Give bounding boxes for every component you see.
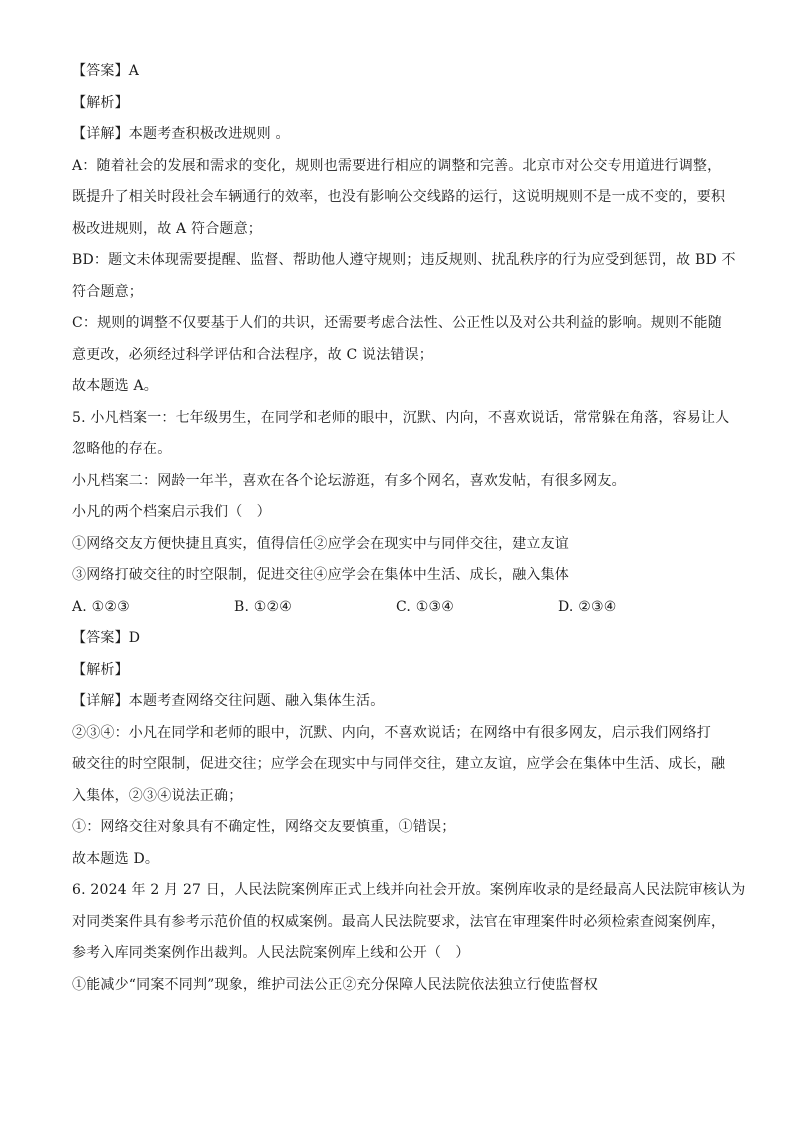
question-6-statements-1: ①能减少“同案不同判”现象，维护司法公正②充分保障人民法院依法独立行使监督权 xyxy=(72,976,598,993)
question-5-options xyxy=(72,598,724,616)
detail-intro-q4: 【详解】本题考查积极改进规则 。 xyxy=(72,126,290,142)
question-5-stem: 小凡的两个档案启示我们（ ） xyxy=(72,504,271,520)
correct-explanation-line-3: 入集体，②③④说法正确； xyxy=(72,787,243,804)
question-6-line-1: 6. 2024 年 2 月 27 日，人民法院案例库正式上线并向社会开放。案例库收录的是经最高人民法院审核认为 xyxy=(72,882,746,898)
option-bd-explanation-line-2: 符合题意； xyxy=(72,283,143,300)
document-page xyxy=(72,62,746,1007)
answer-label-q5: 【答案】D xyxy=(72,630,141,646)
option-a-explanation-line-3: 极改进规则，故 A 符合题意； xyxy=(72,220,263,237)
analysis-label-q4: 【解析】 xyxy=(72,94,129,111)
correct-explanation-line-2: 破交往的时空限制，促进交往；应学会在现实中与同伴交往，建立友谊，应学会在集体中生活、成长，融 xyxy=(72,756,726,772)
option-a-explanation-line-1: A：随着社会的发展和需求的变化，规则也需要进行相应的调整和完善。北京市对公交专用道进行调整， xyxy=(72,157,722,174)
question-6-stem: 参考入库同类案例作出裁判。人民法院案例库上线和公开（ ） xyxy=(72,945,470,961)
question-5-line-2: 忽略他的存在。 xyxy=(72,441,172,457)
conclusion-q4: 故本题选 A。 xyxy=(72,378,158,394)
answer-label-q4: 【答案】A xyxy=(72,63,140,79)
option-a: A. ①②③ xyxy=(72,598,130,615)
option-a-explanation-line-2: 既提升了相关时段社会车辆通行的效率，也没有影响公交线路的运行，这说明规则不是一成不变的，要积 xyxy=(72,189,726,205)
analysis-label-q5: 【解析】 xyxy=(72,661,129,678)
option-c: C. ①③④ xyxy=(396,598,454,615)
option-c-explanation-line-1: C：规则的调整不仅要基于人们的共识，还需要考虑合法性、公正性以及对公共利益的影响。规则不能随 xyxy=(72,315,722,331)
option-bd-explanation-line-1: BD：题文未体现需要提醒、监督、帮助他人遵守规则；违反规则、扰乱秩序的行为应受到惩罚，故 BD 不 xyxy=(72,252,736,268)
question-5-line-3: 小凡档案二：网龄一年半，喜欢在各个论坛游逛，有多个网名，喜欢发帖，有很多网友。 xyxy=(72,472,626,489)
conclusion-q5: 故本题选 D。 xyxy=(72,850,160,867)
option-c-explanation-line-2: 意更改，必须经过科学评估和合法程序，故 C 说法错误； xyxy=(72,346,434,363)
option-d: D. ②③④ xyxy=(558,598,617,615)
question-5-line-1: 5. 小凡档案一：七年级男生，在同学和老师的眼中，沉默、内向，不喜欢说话，常常躲在角落，容易让人 xyxy=(72,409,730,426)
wrong-explanation: ①：网络交往对象具有不确定性，网络交友要慎重，①错误； xyxy=(72,819,456,835)
detail-intro-q5: 【详解】本题考查网络交往问题、融入集体生活。 xyxy=(72,693,385,709)
option-b: B. ①②④ xyxy=(234,598,293,615)
correct-explanation-line-1: ②③④：小凡在同学和老师的眼中，沉默、内向，不喜欢说话；在网络中有很多网友，启示我们网络打 xyxy=(72,724,711,741)
question-6-line-2: 对同类案件具有参考示范价值的权威案例。最高人民法院要求，法官在审理案件时必须检索查阅案例库， xyxy=(72,913,726,930)
question-5-statements-2: ③网络打破交往的时空限制，促进交往④应学会在集体中生活、成长，融入集体 xyxy=(72,567,569,583)
question-5-statements-1: ①网络交友方便快捷且真实，值得信任②应学会在现实中与同伴交往，建立友谊 xyxy=(72,535,569,552)
